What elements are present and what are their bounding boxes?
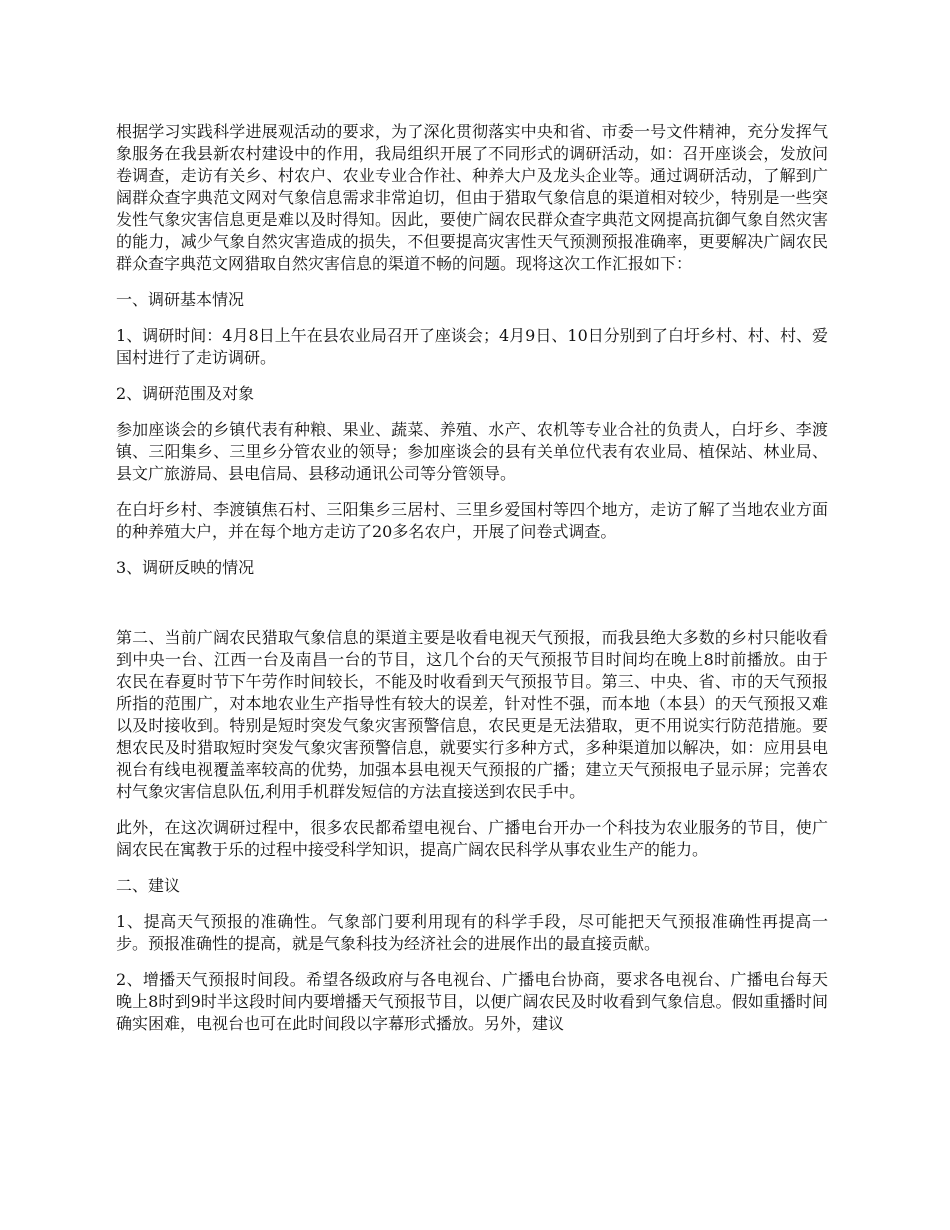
scope-paragraph-2: 在白圩乡村、李渡镇焦石村、三阳集乡三居村、三里乡爱国村等四个地方，走访了解了当地农业方面的种养殖大户，并在每个地方走访了20多名农户，开展了问卷式调查。 [116,500,828,541]
item-survey-time: 1、调研时间：4月8日上午在县农业局召开了座谈会；4月9日、10日分别到了白圩乡村、村、村、爱国村进行了走访调研。 [116,326,828,367]
section-heading-basic-situation: 一、调研基本情况 [116,290,245,309]
findings-paragraph-2: 此外，在这次调研过程中，很多农民都希望电视台、广播电台开办一个科技为农业服务的节目，使广阔农民在寓教于乐的过程中接受科学知识，提高广阔农民科学从事农业生产的能力。 [116,818,828,859]
intro-paragraph: 根据学习实践科学进展观活动的要求，为了深化贯彻落实中央和省、市委一号文件精神，充分发挥气象服务在我县新农村建设中的作用，我局组织开展了不同形式的调研活动，如：召开座谈会，发放问卷调查，走访有关乡、村农户、农业专业合作社、种养大户及龙头企业等。通过调研活动，了解到广阔群众查字典范文网对气象信息需求非常迫切，但由于猎取气象信息的渠道相对较少，特别是一些突发性气象灾害信息更是难以及时得知。因此，要使广阔农民群众查字典范文网提高抗御气象自然灾害的能力，减少气象自然灾害造成的损失，不但要提高灾害性天气预测预报准确率，更要解决广阔农民群众查字典范文网猎取自然灾害信息的渠道不畅的问题。现将这次工作汇报如下： [116,122,828,273]
section-heading-suggestions: 二、建议 [116,876,181,895]
findings-paragraph-1: 第二、当前广阔农民猎取气象信息的渠道主要是收看电视天气预报，而我县绝大多数的乡村只能收看到中央一台、江西一台及南昌一台的节目，这几个台的天气预报节目时间均在晚上8时前播放。由于农民在春夏时节下午劳作时间较长，不能及时收看到天气预报节目。第三、中央、省、市的天气预报所指的范围广，对本地农业生产指导性有较大的误差，针对性不强，而本地（本县）的天气预报又难以及时接收到。特别是短时突发气象灾害预警信息，农民更是无法猎取，更不用说实行防范措施。要想农民及时猎取短时突发气象灾害预警信息，就要实行多种方式，多种渠道加以解决，如：应用县电视台有线电视覆盖率较高的优势，加强本县电视天气预报的广播；建立天气预报电子显示屏；完善农村气象灾害信息队伍,利用手机群发短信的方法直接送到农民手中。 [116,628,828,801]
suggestion-2: 2、增播天气预报时间段。希望各级政府与各电视台、广播电台协商，要求各电视台、广播电台每天晚上8时到9时半这段时间内要增播天气预报节目，以便广阔农民及时收看到气象信息。假如重播时间确实困难，电视台也可在此时间段以字幕形式播放。另外，建议 [116,970,828,1033]
scope-paragraph-1: 参加座谈会的乡镇代表有种粮、果业、蔬菜、养殖、水产、农机等专业合社的负责人，白圩乡、李渡镇、三阳集乡、三里乡分管农业的领导；参加座谈会的县有关单位代表有农业局、植保站、林业局、县文广旅游局、县电信局、县移动通讯公司等分管领导。 [116,420,828,483]
item-scope-heading: 2、调研范围及对象 [116,384,255,403]
item-findings-heading: 3、调研反映的情况 [116,558,255,577]
blank-gap [116,593,828,627]
suggestion-1: 1、提高天气预报的准确性。气象部门要利用现有的科学手段，尽可能把天气预报准确性再提高一步。预报准确性的提高，就是气象科技为经济社会的进展作出的最直接贡献。 [116,912,828,953]
